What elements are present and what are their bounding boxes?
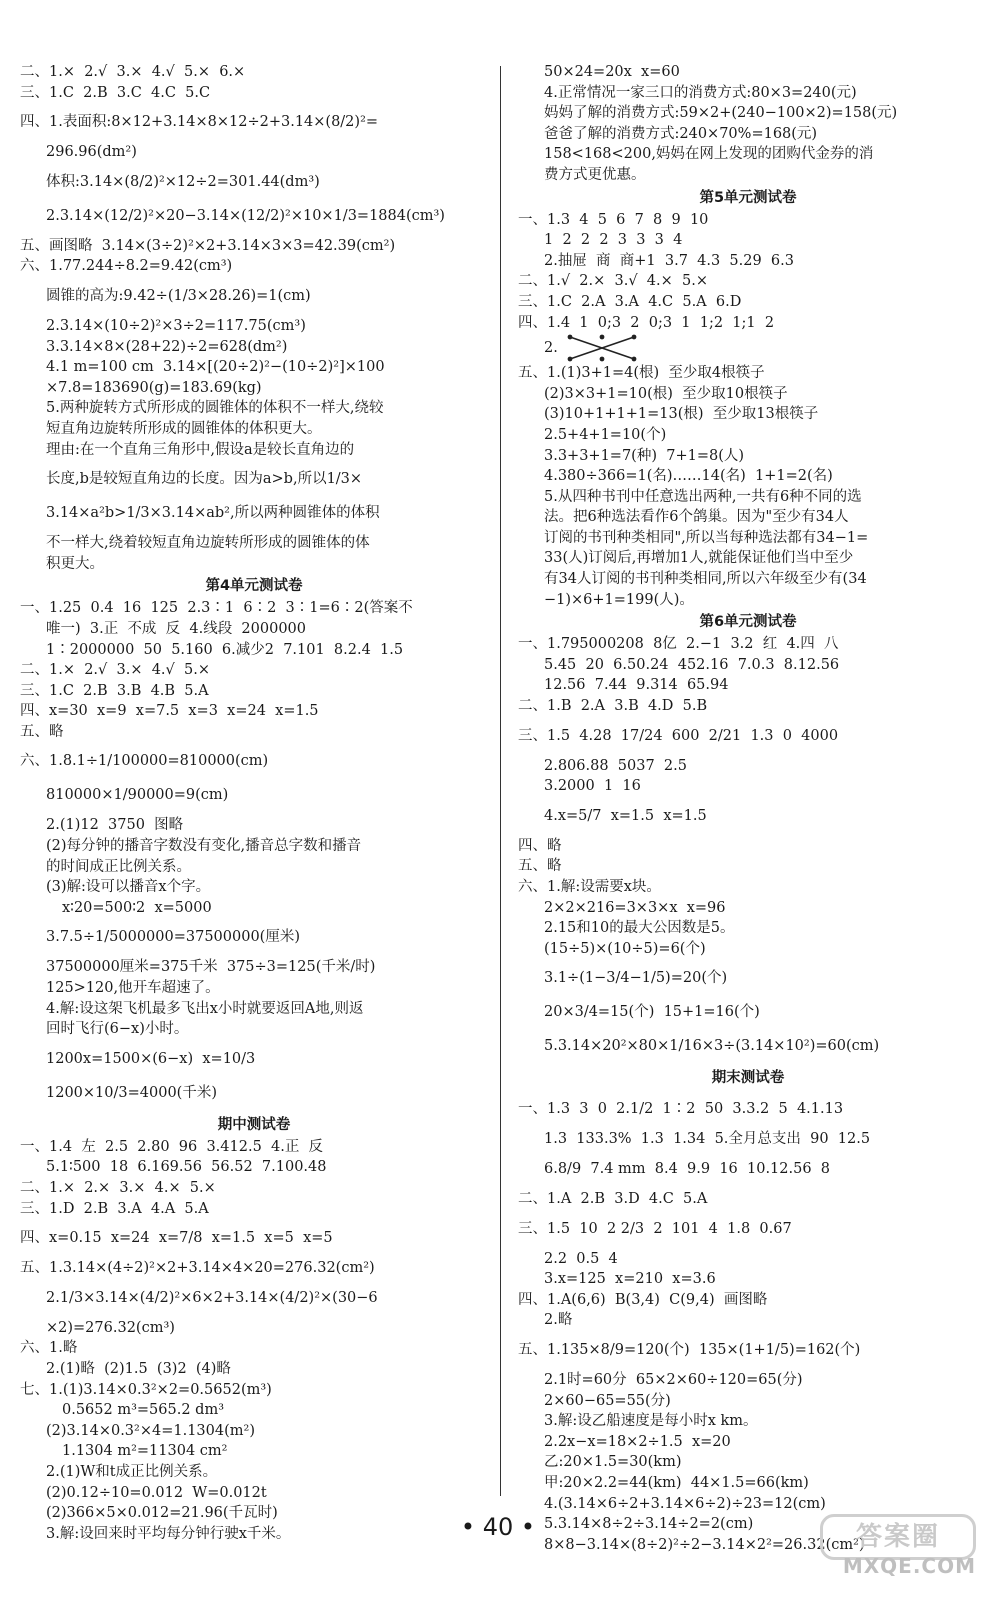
answer-line: 五、1.135×8/9=120(个) 135×(1+1/5)=162(个)	[518, 1341, 861, 1358]
answer-line: 6.8/9 7.4 mm 8.4 9.9 16 10.12.56 8	[544, 1160, 831, 1177]
crossing-lines-diagram	[518, 333, 978, 363]
answer-line: 5.从四种书刊中任意选出两种,一共有6种不同的选	[544, 488, 862, 505]
answer-line: 三、1.C 2.A 3.A 4.C 5.A 6.D	[518, 293, 742, 310]
answer-line: 4.1 m=100 cm 3.14×[(20÷2)²−(10÷2)²]×100	[46, 359, 385, 376]
answer-line: 六、1.略	[20, 1340, 78, 1357]
answer-line: (2)3.14×0.3²×4=1.1304(m²)	[46, 1422, 255, 1439]
section-heading: 期中测试卷	[217, 1116, 291, 1133]
answer-line: 法。把6种选法看作6个鸽巢。因为"至少有34人	[544, 509, 849, 526]
answer-line: 三、1.C 2.B 3.B 4.B 5.A	[20, 682, 209, 699]
answer-line: 二、1.× 2.√ 3.× 4.√ 5.× 6.×	[20, 64, 246, 80]
answer-line: 3.x=125 x=210 x=3.6	[544, 1271, 716, 1288]
answer-line: 一、1.795000208 8亿 2.−1 3.2 红 4.四 八	[518, 636, 839, 653]
page-number: • 40 •	[460, 1513, 536, 1541]
cross-lines-figure	[562, 333, 652, 363]
answer-line: 爸爸了解的消费方式:240×70%=168(元)	[544, 125, 818, 142]
answer-line: ×2)=276.32(cm³)	[46, 1319, 175, 1336]
answer-line: (3)10+1+1+1=13(根) 至少取13根筷子	[544, 406, 819, 423]
answer-line: 三、1.C 2.B 3.C 4.C 5.C	[20, 84, 211, 101]
answer-line: 3.3.14×8×(28+22)÷2=628(dm²)	[46, 338, 288, 355]
answer-line: 二、1.√ 2.× 3.√ 4.× 5.×	[518, 273, 708, 290]
answer-line: 3.1÷(1−3/4−1/5)=20(个)	[544, 970, 728, 987]
answer-line: x∶20=500∶2 x=5000	[62, 899, 212, 916]
answer-line: 四、1.A(6,6) B(3,4) C(9,4) 画图略	[518, 1291, 768, 1308]
answer-line: 的时间成正比例关系。	[46, 858, 191, 875]
answer-line: 3.2000 1 16	[544, 778, 641, 795]
answer-line: 五、略	[518, 858, 562, 875]
dot	[568, 357, 573, 362]
answer-line: 2×2×216=3×3×x x=96	[544, 899, 726, 916]
answer-line: 二、1.A 2.B 3.D 4.C 5.A	[518, 1190, 708, 1207]
answer-line: 1∶2000000 50 5.160 6.减少2 7.101 8.2.4 1.5	[46, 641, 404, 658]
answer-line: 长度,b是较短直角边的长度。因为a>b,所以1/3×	[46, 471, 363, 488]
answer-line: (2)366×5×0.012=21.96(千瓦时)	[46, 1505, 278, 1522]
answer-line: 订阅的书刊种类相同",所以当每种选法都有34−1=	[544, 529, 869, 546]
answer-line: 3.解:设乙船速度是每小时x km。	[544, 1413, 758, 1430]
answer-line: 3.3+3+1=7(种) 7+1=8(人)	[544, 447, 745, 464]
answer-line: 2.5+4+1=10(个)	[544, 426, 667, 443]
answer-line: 810000×1/90000=9(cm)	[46, 787, 229, 804]
answer-line: 二、1.× 2.√ 3.× 4.√ 5.×	[20, 662, 210, 679]
answer-line: 甲:20×2.2=44(km) 44×1.5=66(km)	[544, 1474, 809, 1491]
answer-line: 4.x=5/7 x=1.5 x=1.5	[544, 807, 707, 824]
answer-line: 2.	[544, 340, 558, 357]
answer-line: 5.3.14×8÷2÷3.14÷2=2(cm)	[544, 1516, 754, 1533]
answer-line: 2.3.14×(10÷2)²×3÷2=117.75(cm³)	[46, 317, 306, 334]
answer-line: 1.3 133.3% 1.3 1.34 5.全月总支出 90 12.5	[544, 1131, 871, 1148]
answer-line: (15÷5)×(10÷5)=6(个)	[544, 940, 706, 957]
answer-line: 七、1.(1)3.14×0.3²×2=0.5652(m³)	[20, 1381, 272, 1398]
answer-line: 37500000厘米=375千米 375÷3=125(千米/时)	[46, 959, 376, 976]
answer-line: 2.806.88 5037 2.5	[544, 757, 687, 774]
answer-line: 唯一) 3.正 不成 反 4.线段 2000000	[46, 620, 306, 637]
answer-line: (3)解:设可以播音x个字。	[46, 879, 211, 896]
section-heading: 第6单元测试卷	[699, 614, 797, 631]
answer-line: 33(人)订阅后,再增加1人,就能保证他们当中至少	[544, 550, 854, 567]
answer-line: 积更大。	[46, 555, 104, 572]
answer-line: 三、1.5 10 2 2/3 2 101 4 1.8 0.67	[518, 1220, 792, 1237]
answer-line: 回时飞行(6−x)小时。	[46, 1021, 189, 1038]
left-column	[20, 62, 488, 1544]
answer-line: 2.略	[544, 1312, 573, 1329]
answer-line: 4.(3.14×6÷2+3.14×6÷2)÷23=12(cm)	[544, 1495, 826, 1512]
answer-line: 二、1.B 2.A 3.B 4.D 5.B	[518, 698, 708, 715]
answer-line: 有34人订阅的书刊种类相同,所以六年级至少有(34	[544, 571, 867, 588]
answer-line: 296.96(dm²)	[46, 144, 137, 161]
answer-line: 四、x=30 x=9 x=7.5 x=3 x=24 x=1.5	[20, 703, 319, 720]
answer-line: 50×24=20x x=60	[544, 64, 680, 80]
dot	[600, 335, 605, 340]
answer-line: ×7.8=183690(g)=183.69(kg)	[46, 379, 262, 396]
answer-line: 三、1.D 2.B 3.A 4.A 5.A	[20, 1200, 209, 1217]
answer-line: 3.7.5÷1/5000000=37500000(厘米)	[46, 929, 300, 946]
answer-line: 20×3/4=15(个) 15+1=16(个)	[544, 1004, 760, 1021]
section-heading: 第5单元测试卷	[699, 189, 797, 206]
answer-line: 2.抽屉 商 商+1 3.7 4.3 5.29 6.3	[544, 252, 794, 269]
answer-line: (2)3×3+1=10(根) 至少取10根筷子	[544, 385, 788, 402]
answer-line: 五、画图略 3.14×(3÷2)²×2+3.14×3×3=42.39(cm²)	[20, 237, 396, 254]
answer-line: 一、1.4 左 2.5 2.80 96 3.412.5 4.正 反	[20, 1138, 324, 1155]
answer-line: 2.1时=60分 65×2×60÷120=65(分)	[544, 1371, 803, 1388]
answer-line: 1200×10/3=4000(千米)	[46, 1084, 217, 1101]
answer-line: 2×60−65=55(分)	[544, 1392, 671, 1409]
answer-line: 125>120,他开车超速了。	[46, 980, 220, 997]
answer-line: (2)每分钟的播音字数没有变化,播音总字数和播音	[46, 838, 362, 855]
answer-line: 2.1/3×3.14×(4/2)²×6×2+3.14×(4/2)²×(30−6	[46, 1289, 378, 1306]
answer-line: 4.380÷366=1(名)……14(名) 1+1=2(名)	[544, 468, 833, 485]
answer-line: 5.两种旋转方式所形成的圆锥体的体积不一样大,绕较	[46, 400, 384, 417]
answer-line: 1.1304 m²=11304 cm²	[62, 1443, 228, 1460]
section-heading: 期末测试卷	[711, 1070, 785, 1087]
page-number-value: 40	[482, 1513, 514, 1541]
answer-line: 2.2x−x=18×2÷1.5 x=20	[544, 1433, 731, 1450]
answer-line: 圆锥的高为:9.42÷(1/3×28.26)=1(cm)	[46, 287, 311, 304]
answer-line: 乙:20×1.5=30(km)	[544, 1454, 682, 1471]
answer-line: 5.3.14×20²×80×1/16×3÷(3.14×10²)=60(cm)	[544, 1038, 880, 1055]
answer-line: 2.(1)12 3750 图略	[46, 817, 184, 834]
answer-line: 四、略	[518, 837, 562, 854]
answer-line: −1)×6+1=199(人)。	[544, 591, 694, 608]
dot	[632, 335, 637, 340]
dot	[568, 335, 573, 340]
answer-line: 1200x=1500×(6−x) x=10/3	[46, 1050, 256, 1067]
answer-line: 0.5652 m³=565.2 dm³	[62, 1402, 225, 1419]
answer-line: 三、1.5 4.28 17/24 600 2/21 1.3 0 4000	[518, 727, 839, 744]
answer-line: 158<168<200,妈妈在网上发现的团购代金券的消	[544, 146, 874, 163]
answer-line: 2.(1)略 (2)1.5 (3)2 (4)略	[46, 1360, 231, 1377]
answer-line: 4.正常情况一家三口的消费方式:80×3=240(元)	[544, 84, 857, 101]
answer-line: 2.15和10的最大公因数是5。	[544, 920, 735, 937]
answer-line: 一、1.25 0.4 16 125 2.3∶1 6∶2 3∶1=6∶2(答案不	[20, 600, 413, 617]
answer-line: 8×8−3.14×(8÷2)²÷2−3.14×2²=26.32(cm²)	[544, 1536, 865, 1553]
answer-line: 五、略	[20, 723, 64, 740]
watermark-logo: 答案圈	[820, 1514, 976, 1560]
answer-line: 12.56 7.44 9.314 65.94	[544, 677, 729, 694]
section-heading: 第4单元测试卷	[205, 578, 303, 595]
answer-line: 体积:3.14×(8/2)²×12÷2=301.44(dm³)	[46, 173, 320, 190]
answer-line: 4.解:设这架飞机最多飞出x小时就要返回A地,则返	[46, 1000, 364, 1017]
answer-line: 1 2 2 2 3 3 3 4	[544, 232, 683, 249]
answer-line: 3.解:设回来时平均每分钟行驶x千米。	[46, 1525, 291, 1542]
answer-line: 五、1.3.14×(4÷2)²×2+3.14×4×20=276.32(cm²)	[20, 1260, 375, 1277]
column-divider	[500, 66, 501, 1496]
answer-line: 六、1.8.1÷1/100000=810000(cm)	[20, 753, 269, 770]
answer-line: 四、x=0.15 x=24 x=7/8 x=1.5 x=5 x=5	[20, 1230, 333, 1247]
answer-line: 2.3.14×(12/2)²×20−3.14×(12/2)²×10×1/3=1884(cm³)	[46, 207, 445, 224]
right-column	[518, 62, 978, 1555]
answer-line: 五、1.(1)3+1=4(根) 至少取4根筷子	[518, 365, 765, 382]
answer-line: 2.2 0.5 4	[544, 1250, 618, 1267]
answer-line: 一、1.3 3 0 2.1/2 1∶2 50 3.3.2 5 4.1.13	[518, 1101, 844, 1118]
answer-line: 3.14×a²b>1/3×3.14×ab²,所以两种圆锥体的体积	[46, 505, 380, 522]
watermark-url: MXQE.COM	[842, 1554, 976, 1578]
answer-line: 六、1.77.244÷8.2=9.42(cm³)	[20, 258, 233, 275]
answer-line: 5.1∶500 18 6.169.56 56.52 7.100.48	[46, 1159, 327, 1176]
watermark	[800, 1514, 976, 1578]
answer-line: 理由:在一个直角三角形中,假设a是较长直角边的	[46, 441, 355, 458]
answer-line: 不一样大,绕着较短直角边旋转所形成的圆锥体的体	[46, 535, 370, 552]
answer-line: (2)0.12÷10=0.012 W=0.012t	[46, 1484, 267, 1501]
answer-line: 一、1.3 4 5 6 7 8 9 10	[518, 211, 709, 228]
answer-line: 四、1.4 1 0;3 2 0;3 1 1;2 1;1 2	[518, 314, 775, 331]
answer-line: 5.45 20 6.50.24 452.16 7.0.3 8.12.56	[544, 656, 840, 673]
answer-line: 费方式更优惠。	[544, 166, 646, 183]
dot	[632, 357, 637, 362]
answer-line: 短直角边旋转所形成的圆锥体的体积更大。	[46, 420, 322, 437]
answer-line: 四、1.表面积:8×12+3.14×8×12÷2+3.14×(8/2)²=	[20, 114, 379, 131]
answer-line: 妈妈了解的消费方式:59×2+(240−100×2)=158(元)	[544, 105, 898, 122]
answer-line: 六、1.解:设需要x块。	[518, 879, 661, 895]
dot	[600, 357, 605, 362]
answer-line: 2.(1)W和t成正比例关系。	[46, 1463, 218, 1480]
answer-line: 二、1.× 2.× 3.× 4.× 5.×	[20, 1180, 216, 1196]
